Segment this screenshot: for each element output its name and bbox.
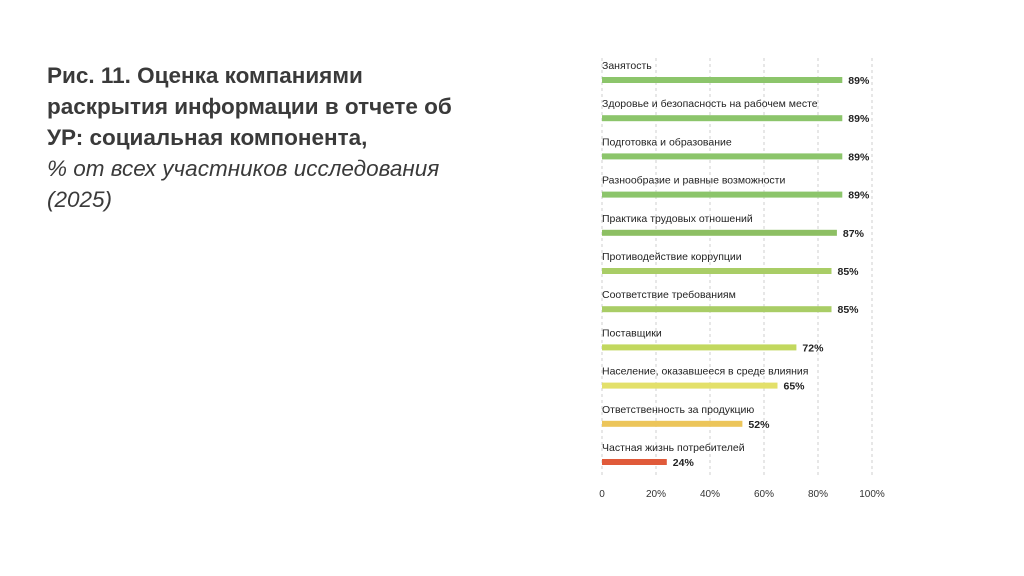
category-label: Население, оказавшееся в среде влияния [602, 365, 809, 378]
value-label: 65% [783, 380, 805, 393]
figure-title: Рис. 11. Оценка компаниями раскрытия информации в отчете об УР: социальная компонента, [47, 63, 452, 150]
bar [602, 383, 778, 389]
bar [602, 268, 832, 274]
category-label: Разнообразие и равные возможности [602, 174, 786, 187]
value-label: 89% [848, 151, 870, 164]
value-label: 89% [848, 189, 870, 202]
x-tick-label: 20% [645, 489, 667, 500]
value-label: 85% [837, 304, 859, 317]
category-label: Соответствие требованиям [602, 289, 736, 302]
value-label: 89% [848, 113, 870, 126]
figure-subtitle: % от всех участников исследования (2025) [47, 156, 440, 212]
bar [602, 115, 842, 121]
bar [602, 306, 832, 312]
bar [602, 459, 667, 465]
bar [602, 230, 837, 236]
category-label: Поставщики [602, 327, 662, 340]
value-label: 87% [842, 227, 864, 240]
category-label: Частная жизнь потребителей [602, 442, 745, 454]
category-label: Здоровье и безопасность на рабочем месте [602, 98, 818, 111]
x-tick-label: 100% [859, 489, 885, 500]
value-label: 24% [672, 457, 694, 469]
category-label: Занятость [602, 60, 652, 72]
x-tick-label: 60% [753, 489, 775, 500]
bar [602, 77, 842, 83]
bar [602, 344, 796, 350]
category-label: Подготовка и образование [602, 136, 732, 149]
category-label: Противодействие коррупции [602, 251, 742, 263]
bar [602, 153, 842, 159]
value-label: 52% [748, 418, 770, 431]
bar [602, 192, 842, 198]
category-label: Ответственность за продукцию [602, 403, 755, 416]
x-tick-label: 40% [699, 489, 721, 500]
bar [602, 421, 742, 427]
value-label: 72% [802, 342, 824, 355]
x-tick-label: 0 [599, 489, 605, 500]
x-tick-label: 80% [807, 489, 829, 500]
value-label: 89% [848, 75, 870, 87]
category-label: Практика трудовых отношений [602, 212, 753, 225]
value-label: 85% [837, 266, 859, 278]
